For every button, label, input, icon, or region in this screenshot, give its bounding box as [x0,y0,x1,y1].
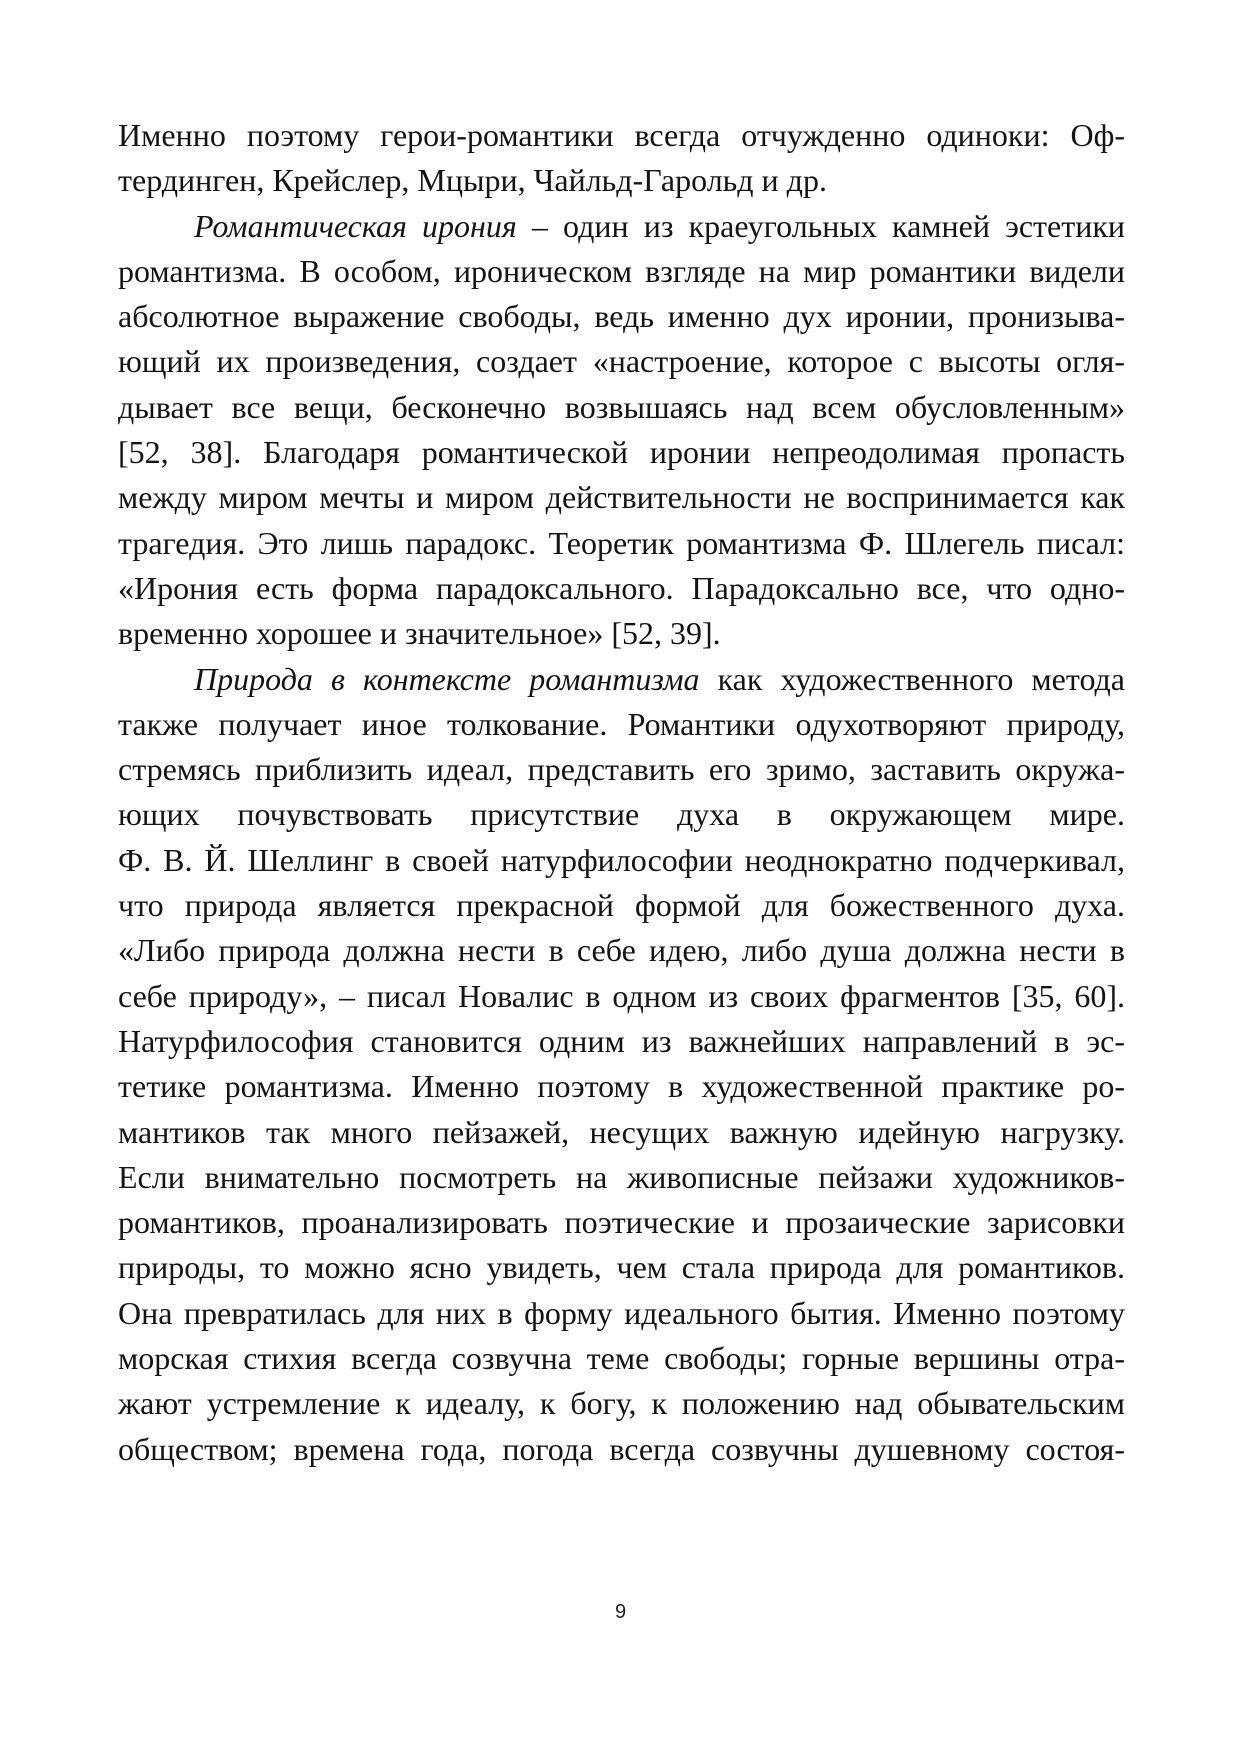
text-line: мантиков так много пейзажей, несущих важную идейную нагрузку. [118,1113,1125,1150]
body-text [118,113,1125,1472]
text-line: романтизма. В особом, ироническом взгляде на мир романтики видели [118,252,1125,289]
text-line: временно хорошее и значительное» [52, 39]. [118,615,721,652]
text-line: романтиков, проанализировать поэтические и прозаические зарисовки [118,1204,1125,1241]
text-line: Ф. В. Й. Шеллинг в своей натурфилософии неоднократно подчеркивал, [118,841,1125,878]
text-line: тетике романтизма. Именно поэтому в художественной практике ро- [118,1068,1125,1105]
text-line: Натурфилософия становится одним из важнейших направлений в эс- [118,1022,1125,1059]
italic-term: Романтическая ирония [194,207,517,244]
text-line: что природа является прекрасной формой для божественного духа. [118,887,1125,924]
text-line: тердинген, Крейслер, Мцыри, Чайльд-Гарольд и др. [118,162,827,199]
text-line: Если внимательно посмотреть на живописные пейзажи художников- [118,1158,1125,1195]
text-line: морская стихия всегда созвучна теме свободы; горные вершины отра- [118,1340,1125,1377]
text-line: абсолютное выражение свободы, ведь именно дух иронии, пронизыва- [118,298,1125,335]
text-run: – один из краеугольных камней эстетики [516,207,1125,244]
text-line: ющих почувствовать присутствие духа в окружающем мире. [118,796,1125,833]
text-line: «Ирония есть форма парадоксального. Парадоксально все, что одно- [118,569,1125,606]
text-line: дывает все вещи, бесконечно возвышаясь над всем обусловленным» [118,388,1125,425]
text-line: также получает иное толкование. Романтики одухотворяют природу, [118,705,1125,742]
paragraph-start-line [118,657,1125,702]
text-line: обществом; времена года, погода всегда созвучны душевному состоя- [118,1430,1125,1467]
text-line: [52, 38]. Благодаря романтической иронии непреодолимая пропасть [118,434,1125,471]
text-line: стремясь приблизить идеал, представить его зримо, заставить окружа- [118,751,1125,788]
text-line: Именно поэтому герои-романтики всегда отчужденно одиноки: Оф- [118,117,1125,153]
text-line: трагедия. Это лишь парадокс. Теоретик романтизма Ф. Шлегель писал: [118,524,1125,561]
text-run: как художественного метода [699,660,1126,697]
text-line: ющий их произведения, создает «настроение, которое с высоты огля- [118,343,1125,380]
text-line: себе природу», – писал Новалис в одном из своих фрагментов [35, 60]. [118,977,1125,1014]
text-line: жают устремление к идеалу, к богу, к положению над обывательским [118,1385,1125,1422]
text-line: природы, то можно ясно увидеть, чем стала природа для романтиков. [118,1249,1125,1286]
page-number: 9 [614,1601,627,1623]
paragraph-start-line [118,204,1125,249]
text-line: «Либо природа должна нести в себе идею, либо душа должна нести в [118,932,1125,969]
text-line: Она превратилась для них в форму идеального бытия. Именно поэтому [118,1294,1125,1331]
text-line: между миром мечты и миром действительности не воспринимается как [118,479,1125,516]
italic-term: Природа в контексте романтизма [194,660,700,697]
